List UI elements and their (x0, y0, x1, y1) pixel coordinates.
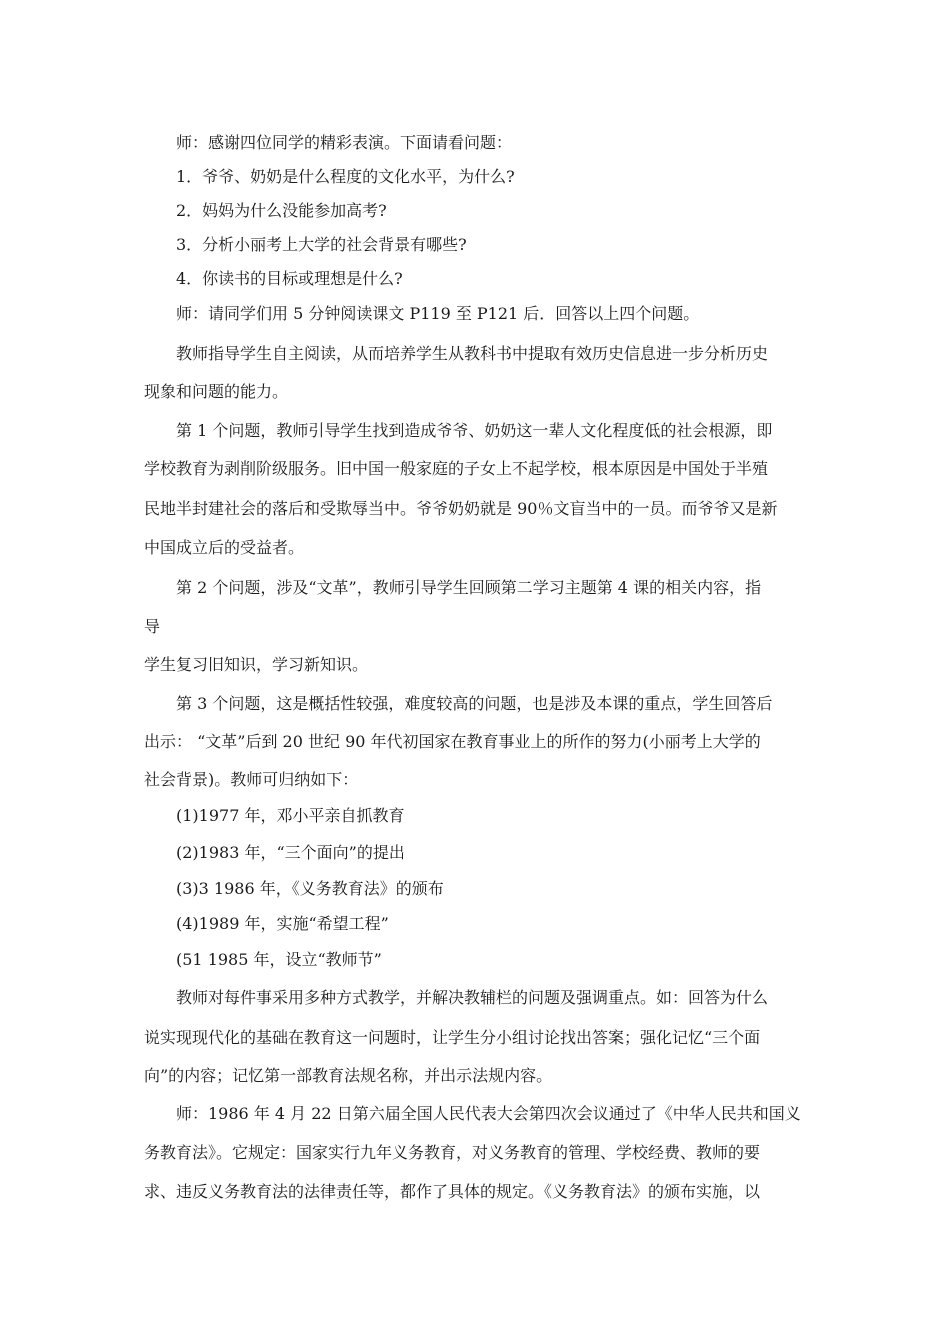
text-line: (1)1977 年，邓小平亲自抓教育 (176, 806, 405, 825)
text-line: 说实现现代化的基础在教育这一问题时，让学生分小组讨论找出答案；强化记忆“三个面 (144, 1028, 761, 1047)
text-line: 1．爷爷、奶奶是什么程度的文化水平，为什么? (176, 167, 515, 186)
text-line: 教师对每件事采用多种方式教学，并解决教辅栏的问题及强调重点。如：回答为什么 (176, 988, 769, 1007)
text-line: 3．分析小丽考上大学的社会背景有哪些? (176, 235, 467, 254)
text-line: 师：请同学们用 5 分钟阅读课文 P119 至 P121 后．回答以上四个问题。 (176, 304, 700, 323)
text-line: 学校教育为剥削阶级服务。旧中国一般家庭的子女上不起学校，根本原因是中国处于半殖 (144, 459, 769, 478)
text-line: 第 3 个问题，这是概括性较强，难度较高的问题，也是涉及本课的重点，学生回答后 (176, 694, 773, 713)
text-line: 民地半封建社会的落后和受欺辱当中。爷爷奶奶就是 90％文盲当中的一员。而爷爷又是新 (144, 499, 778, 518)
text-line: 学生复习旧知识，学习新知识。 (144, 655, 369, 674)
text-line: (3)3 1986 年，《义务教育法》的颁布 (176, 879, 444, 898)
text-line: (51 1985 年，设立“教师节” (176, 950, 382, 969)
text-line: 师：感谢四位同学的精彩表演。下面请看问题： (176, 133, 513, 152)
text-line: 导 (144, 617, 161, 636)
text-line: 教师指导学生自主阅读，从而培养学生从教科书中提取有效历史信息进一步分析历史 (176, 344, 769, 363)
text-line: 社会背景)。教师可归纳如下： (144, 770, 359, 789)
text-line: (4)1989 年，实施“希望工程” (176, 914, 389, 933)
text-line: (2)1983 年，“三个面向”的提出 (176, 843, 405, 862)
text-line: 2．妈妈为什么没能参加高考? (176, 201, 387, 220)
text-line: 4．你读书的目标或理想是什么? (176, 269, 403, 288)
text-line: 向”的内容；记忆第一部教育法规名称，并出示法规内容。 (144, 1066, 553, 1085)
text-line: 现象和问题的能力。 (144, 382, 289, 401)
text-line: 务教育法》。它规定：国家实行九年义务教育，对义务教育的管理、学校经费、教师的要 (144, 1143, 761, 1162)
text-line: 出示： “文革”后到 20 世纪 90 年代初国家在教育事业上的所作的努力(小丽考上大学的 (144, 732, 761, 751)
text-line: 第 1 个问题，教师引导学生找到造成爷爷、奶奶这一辈人文化程度低的社会根源，即 (176, 421, 773, 440)
text-line: 第 2 个问题，涉及“文革”，教师引导学生回顾第二学习主题第 4 课的相关内容，指 (176, 578, 762, 597)
text-line: 中国成立后的受益者。 (144, 538, 305, 557)
text-line: 师：1986 年 4 月 22 日第六届全国人民代表大会第四次会议通过了《中华人民共和国义 (176, 1104, 801, 1123)
text-line: 求、违反义务教育法的法律责任等，都作了具体的规定。《义务教育法》的颁布实施，以 (144, 1182, 761, 1201)
